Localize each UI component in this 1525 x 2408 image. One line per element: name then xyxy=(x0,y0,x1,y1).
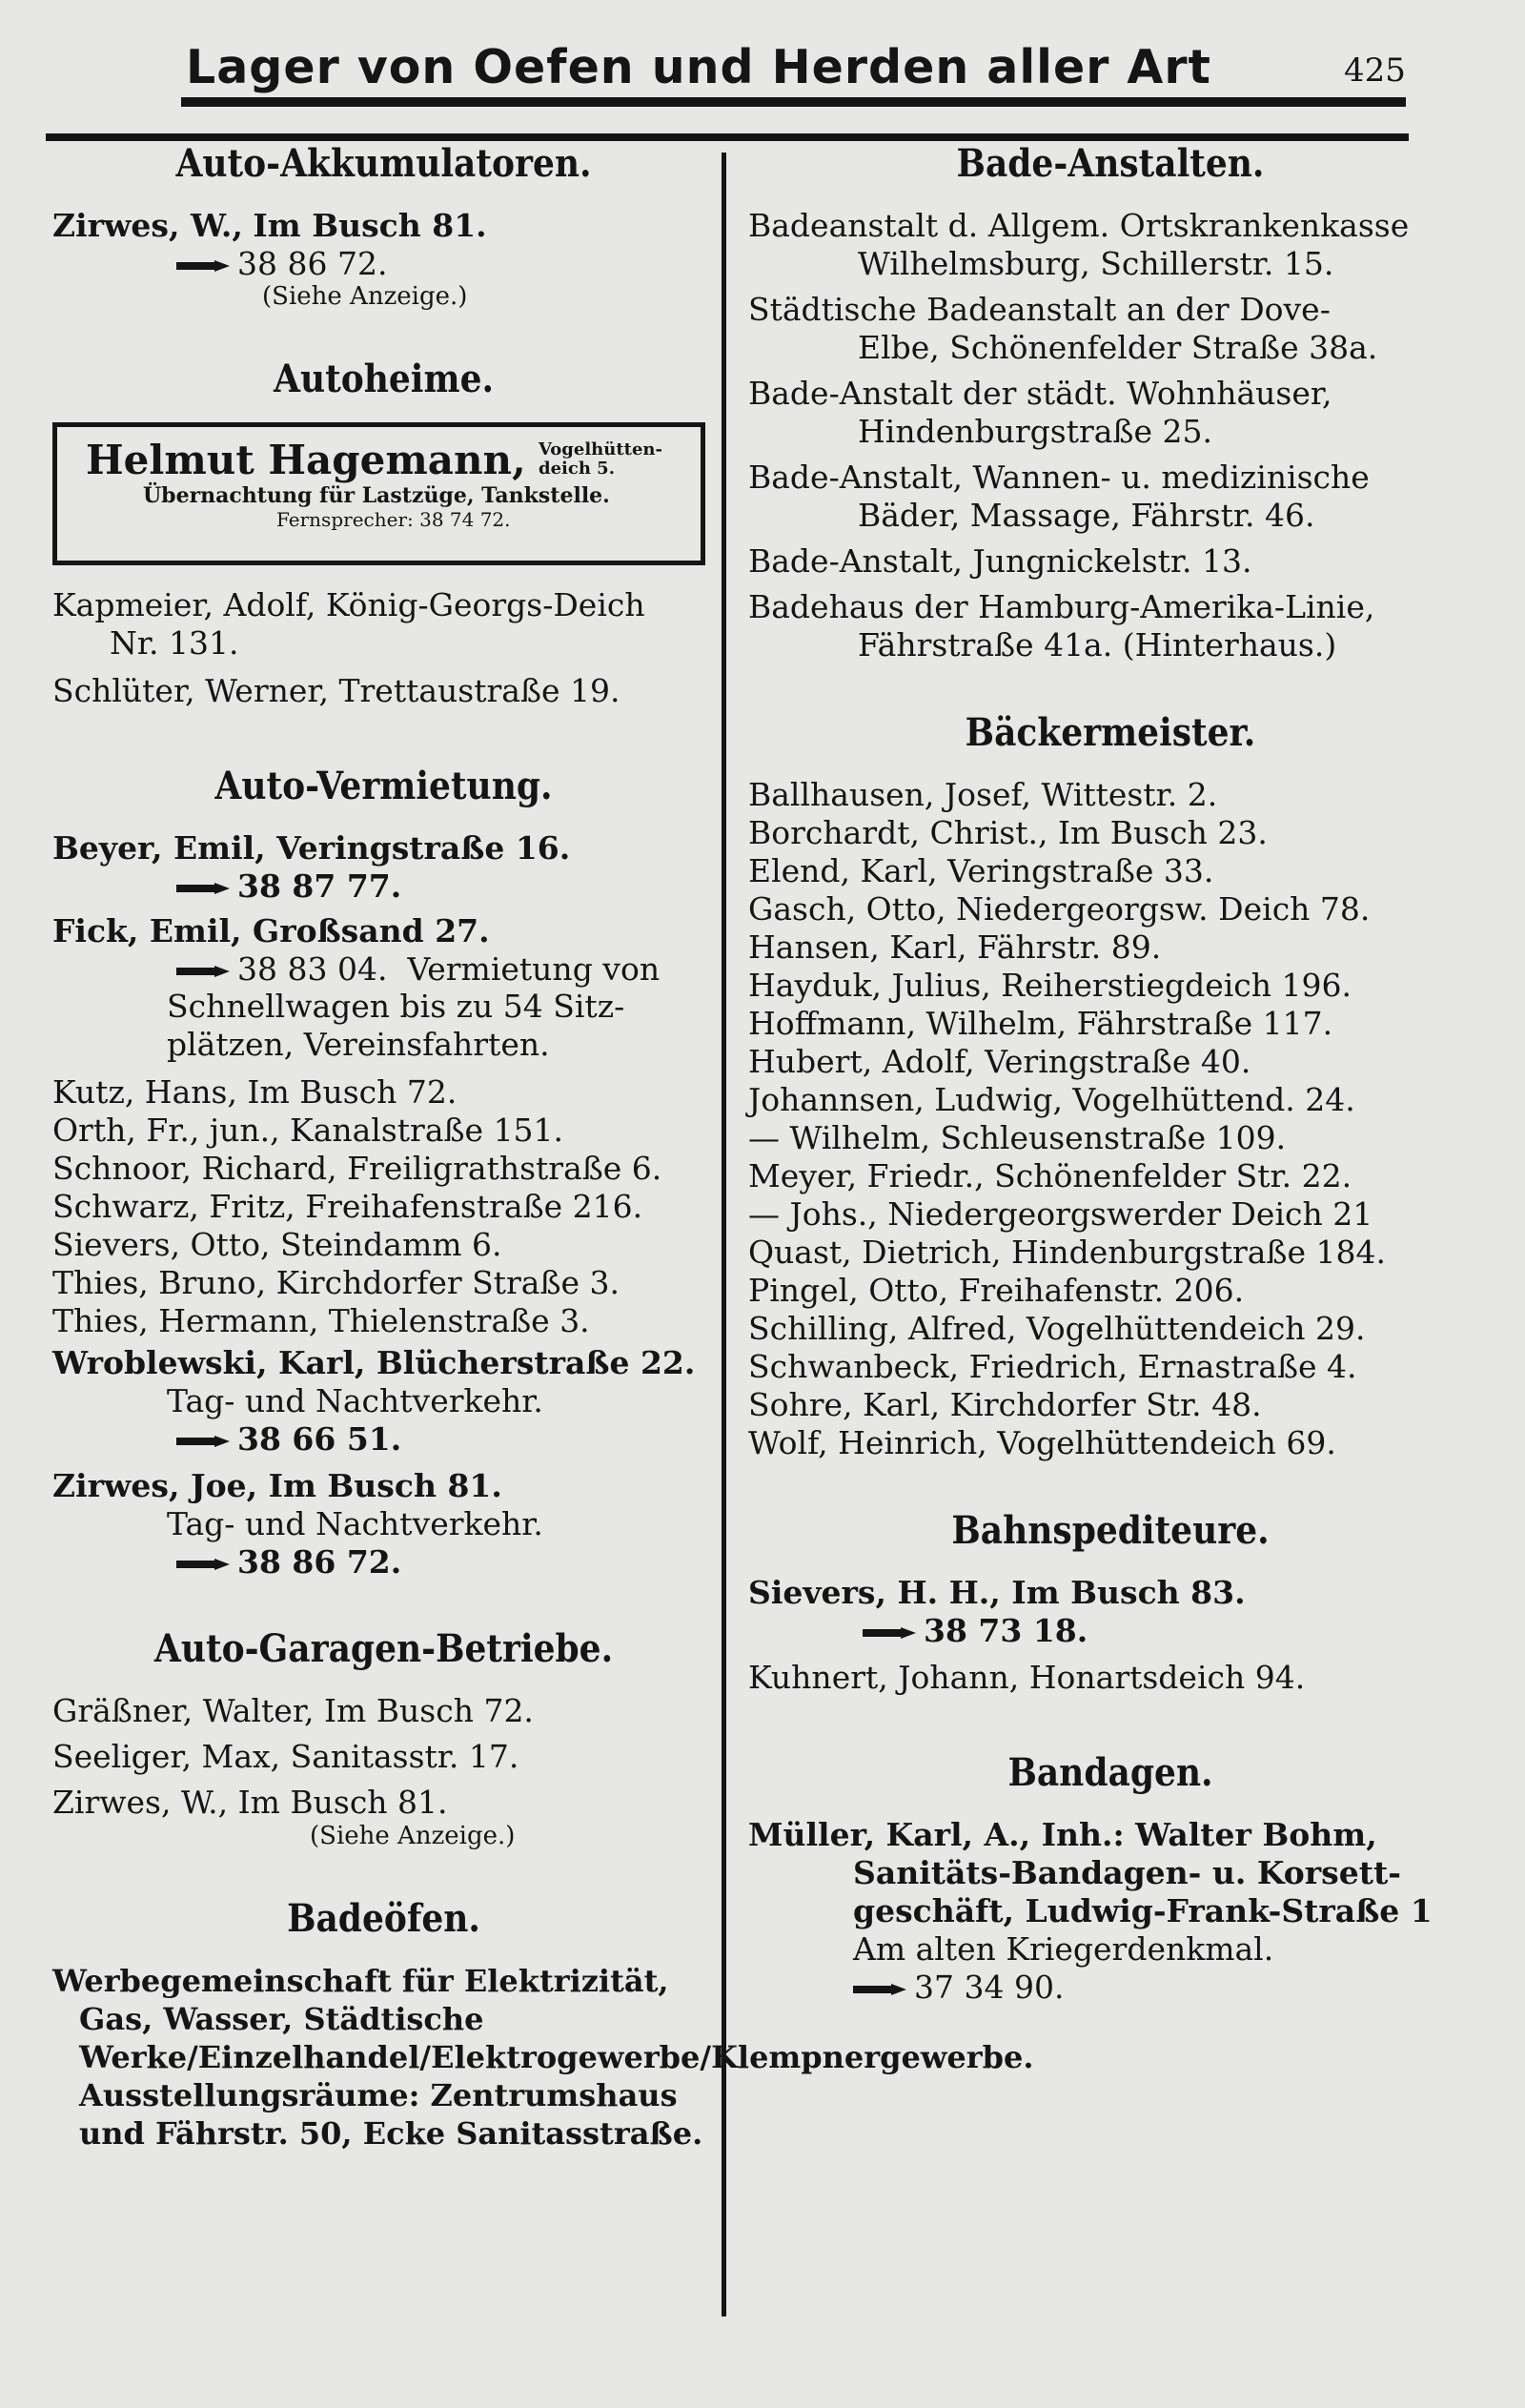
list-item: Werbegemeinschaft für Elektrizität, Gas, Wasser, Städtische Werke/Einzelhandel/Elektrogewerbe/Klempnergewerbe. Ausstellungsräume: Zentrumshaus und Fährstr. 50, Ecke Sanitasstraße. xyxy=(52,1963,1034,2152)
list-item-continued: Elbe, Schönenfelder Straße 38a. xyxy=(858,329,1378,366)
list-item-continued: Am alten Kriegerdenkmal. xyxy=(853,1930,1274,1968)
header-rule-thin xyxy=(46,133,1409,141)
list-item: Schlüter, Werner, Trettaustraße 19. xyxy=(52,672,620,709)
list-item: Kapmeier, Adolf, König-Georgs-Deich xyxy=(52,586,645,623)
list-item: Hubert, Adolf, Veringstraße 40. xyxy=(748,1043,1251,1080)
list-item: Sohre, Karl, Kirchdorfer Str. 48. xyxy=(748,1386,1262,1423)
list-item: Bade-Anstalt der städt. Wohnhäuser, xyxy=(748,375,1332,412)
list-item: Beyer, Emil, Veringstraße 16. xyxy=(52,829,571,867)
list-item: Hansen, Karl, Fährstr. 89. xyxy=(748,929,1162,966)
list-item-continued: Wilhelmsburg, Schillerstr. 15. xyxy=(858,245,1334,282)
list-item: — Johs., Niedergeorgswerder Deich 21 xyxy=(748,1195,1373,1233)
list-item-continued: plätzen, Vereinsfahrten. xyxy=(167,1026,550,1063)
list-item: Quast, Dietrich, Hindenburgstraße 184. xyxy=(748,1234,1386,1271)
list-item: Zirwes, Joe, Im Busch 81. xyxy=(52,1467,502,1504)
list-item: Meyer, Friedr., Schönenfelder Str. 22. xyxy=(748,1157,1352,1194)
list-item: Borchardt, Christ., Im Busch 23. xyxy=(748,814,1268,851)
list-item: Orth, Fr., jun., Kanalstraße 151. xyxy=(52,1112,564,1149)
column-divider xyxy=(722,153,726,2316)
list-item: Schwanbeck, Friedrich, Ernastraße 4. xyxy=(748,1348,1357,1385)
list-item-continued: Bäder, Massage, Fährstr. 46. xyxy=(858,497,1315,534)
telephone-icon xyxy=(176,964,232,979)
list-item: Badeanstalt d. Allgem. Ortskrankenkasse xyxy=(748,207,1410,244)
phone-line: 38 87 77. xyxy=(52,867,715,905)
list-item: Zirwes, W., Im Busch 81. xyxy=(52,207,487,244)
list-item: Sievers, Otto, Steindamm 6. xyxy=(52,1226,502,1263)
list-item: Badehaus der Hamburg-Amerika-Linie, xyxy=(748,588,1375,625)
list-item: Elend, Karl, Veringstraße 33. xyxy=(748,852,1214,889)
list-item: Kuhnert, Johann, Honartsdeich 94. xyxy=(748,1659,1306,1696)
list-item: Thies, Hermann, Thielenstraße 3. xyxy=(52,1302,590,1339)
section-title: Auto-Vermietung. xyxy=(214,764,553,808)
list-item: Schwarz, Fritz, Freihafenstraße 216. xyxy=(52,1188,643,1225)
phone-line: 38 66 51. xyxy=(52,1420,715,1458)
list-item-continued: Tag- und Nachtverkehr. xyxy=(167,1382,543,1419)
list-item: Bade-Anstalt, Jungnickelstr. 13. xyxy=(748,542,1252,580)
note: (Siehe Anzeige.) xyxy=(310,1822,516,1850)
list-item: Schnoor, Richard, Freiligrathstraße 6. xyxy=(52,1150,662,1187)
list-item-continued: Tag- und Nachtverkehr. xyxy=(167,1505,543,1542)
telephone-icon xyxy=(176,1557,232,1572)
list-item: Hoffmann, Wilhelm, Fährstraße 117. xyxy=(748,1005,1333,1042)
phone-line: 38 83 04. Vermietung von xyxy=(52,950,715,988)
list-item: Gasch, Otto, Niedergeorgsw. Deich 78. xyxy=(748,890,1371,928)
section-title: Bäckermeister. xyxy=(965,710,1256,755)
list-item: Städtische Badeanstalt an der Dove- xyxy=(748,291,1331,328)
ad-subtitle: Übernachtung für Lastzüge, Tankstelle. xyxy=(143,483,610,508)
list-item: Seeliger, Max, Sanitasstr. 17. xyxy=(52,1738,519,1775)
page-number: 425 xyxy=(1344,51,1406,90)
ad-address: Vogelhütten- deich 5. xyxy=(538,439,662,479)
list-item: Sievers, H. H., Im Busch 83. xyxy=(748,1574,1246,1611)
header-rule-thick xyxy=(181,97,1406,107)
phone-line: 38 73 18. xyxy=(748,1612,1473,1649)
telephone-icon xyxy=(176,258,232,274)
telephone-icon xyxy=(176,881,232,896)
section-title: Bahnspediteure. xyxy=(951,1508,1270,1553)
list-item-continued: Hindenburgstraße 25. xyxy=(858,413,1212,450)
list-item-continued: Nr. 131. xyxy=(110,624,239,662)
note: (Siehe Anzeige.) xyxy=(262,282,468,311)
section-title: Bade-Anstalten. xyxy=(956,141,1265,186)
list-item-continued: Schnellwagen bis zu 54 Sitz- xyxy=(167,988,625,1025)
ad-name: Helmut Hagemann, xyxy=(86,437,526,483)
list-item: Ballhausen, Josef, Wittestr. 2. xyxy=(748,776,1218,813)
list-item: Zirwes, W., Im Busch 81. xyxy=(52,1784,448,1821)
list-item: Wolf, Heinrich, Vogelhüttendeich 69. xyxy=(748,1424,1336,1461)
right-column xyxy=(748,141,1473,2006)
bakers-list xyxy=(748,776,1473,1462)
phone-line: 37 34 90. xyxy=(748,1969,1473,2006)
list-item-continued: Sanitäts-Bandagen- u. Korsett- xyxy=(853,1854,1401,1891)
list-item: Müller, Karl, A., Inh.: Walter Bohm, xyxy=(748,1816,1377,1853)
list-item-continued: Fährstraße 41a. (Hinterhaus.) xyxy=(858,626,1337,663)
telephone-icon xyxy=(863,1625,918,1641)
list-item: Hayduk, Julius, Reiherstiegdeich 196. xyxy=(748,967,1352,1004)
telephone-icon xyxy=(176,1434,232,1449)
ad-telephone: Fernsprecher: 38 74 72. xyxy=(276,508,511,531)
list-item: — Wilhelm, Schleusenstraße 109. xyxy=(748,1119,1287,1156)
list-item: Gräßner, Walter, Im Busch 72. xyxy=(52,1692,534,1729)
list-item: Schilling, Alfred, Vogelhüttendeich 29. xyxy=(748,1310,1366,1347)
section-title: Autoheime. xyxy=(274,357,494,401)
list-item: Kutz, Hans, Im Busch 72. xyxy=(52,1073,458,1111)
list-item: Pingel, Otto, Freihafenstr. 206. xyxy=(748,1272,1245,1309)
phone-line: 38 86 72. xyxy=(52,245,715,282)
list-item: Wroblewski, Karl, Blücherstraße 22. xyxy=(52,1344,696,1381)
list-item: Johannsen, Ludwig, Vogelhüttend. 24. xyxy=(748,1081,1355,1118)
section-title: Badeöfen. xyxy=(287,1896,480,1941)
phone-line: 38 86 72. xyxy=(52,1543,715,1581)
list-item-continued: geschäft, Ludwig-Frank-Straße 1 xyxy=(853,1892,1433,1929)
page-headline: Lager von Oefen und Herden aller Art xyxy=(186,40,1211,94)
section-title: Bandagen. xyxy=(1007,1750,1213,1795)
section-title: Auto-Garagen-Betriebe. xyxy=(153,1626,614,1671)
section-title: Auto-Akkumulatoren. xyxy=(175,141,592,186)
telephone-icon xyxy=(853,1982,908,1997)
list-item: Thies, Bruno, Kirchdorfer Straße 3. xyxy=(52,1264,620,1301)
list-item: Fick, Emil, Großsand 27. xyxy=(52,912,490,949)
list-item: Bade-Anstalt, Wannen- u. medizinische xyxy=(748,459,1370,496)
advertisement-box xyxy=(52,422,705,565)
